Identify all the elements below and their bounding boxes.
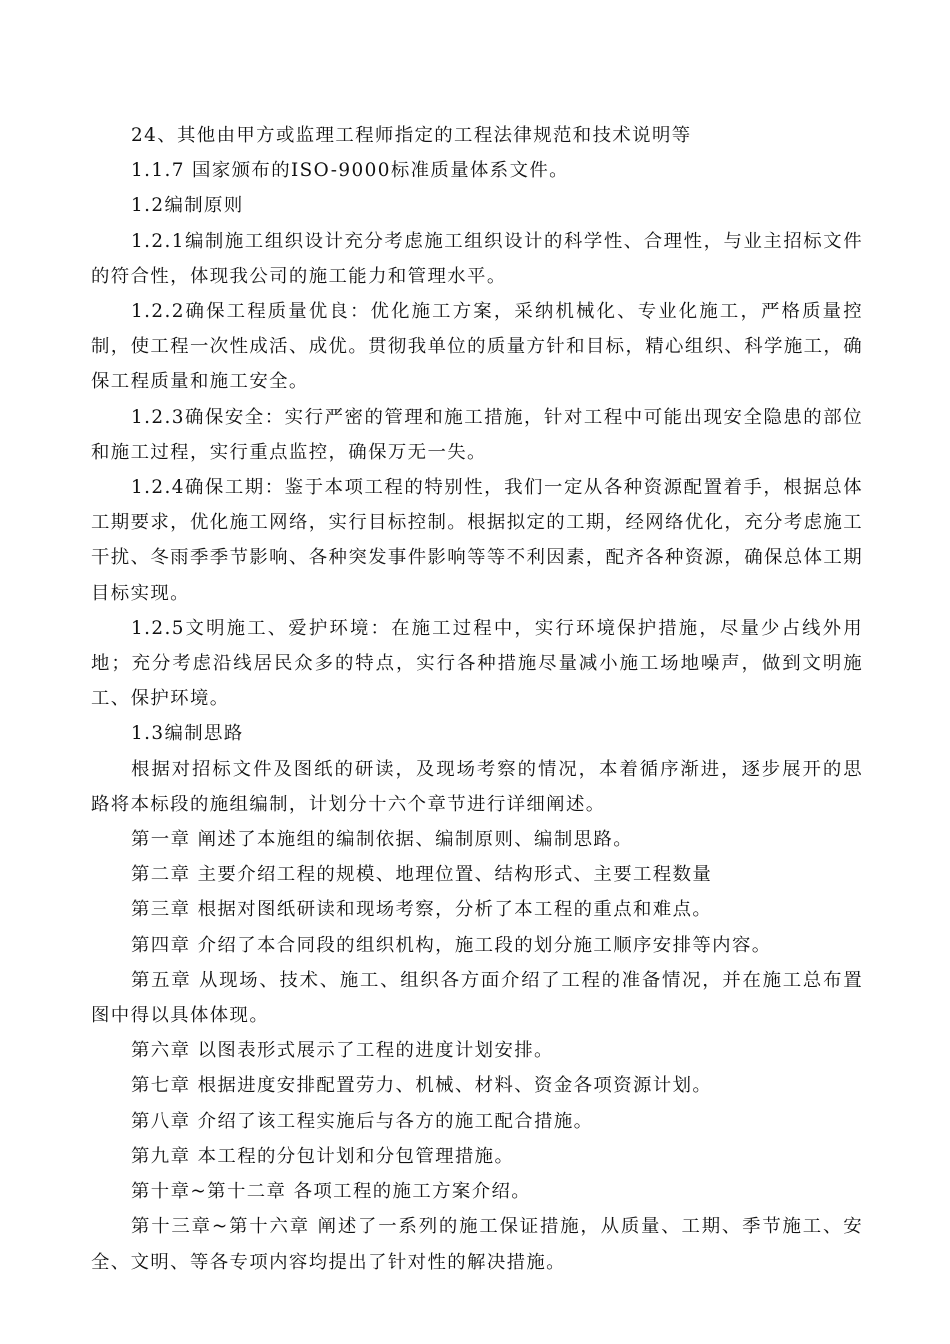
chapter-summary-1: 第一章 阐述了本施组的编制依据、编制原则、编制思路。 [131, 829, 634, 851]
chapter-summary-7: 第七章 根据进度安排配置劳力、机械、材料、资金各项资源计划。 [131, 1075, 713, 1097]
chapter-summary-4: 第四章 介绍了本合同段的组织机构，施工段的划分施工顺序安排等内容。 [131, 934, 772, 956]
heading-compilation-approach: 1.3编制思路 [131, 723, 244, 745]
paragraph-iso9000: 1.1.7 国家颁布的ISO-9000标准质量体系文件。 [131, 160, 569, 182]
paragraph-principle-1-2-1: 1.2.1编制施工组织设计充分考虑施工组织设计的科学性、合理性，与业主招标文件的符合性，体现我公司的施工能力和管理水平。 [91, 230, 863, 287]
chapter-summary-9: 第九章 本工程的分包计划和分包管理措施。 [131, 1145, 515, 1167]
document-body [91, 118, 863, 1280]
chapter-summary-3: 第三章 根据对图纸研读和现场考察，分析了本工程的重点和难点。 [131, 899, 713, 921]
paragraph-other-specifications: 24、其他由甲方或监理工程师指定的工程法律规范和技术说明等 [131, 125, 692, 146]
chapter-summary-13-16: 第十三章~第十六章 阐述了一系列的施工保证措施，从质量、工期、季节施工、安全、文明、等各专项内容均提出了针对性的解决措施。 [91, 1216, 863, 1273]
chapter-summary-8: 第八章 介绍了该工程实施后与各方的施工配合措施。 [131, 1110, 594, 1132]
paragraph-principle-1-2-3: 1.2.3确保安全：实行严密的管理和施工措施，针对工程中可能出现安全隐患的部位和施工过程，实行重点监控，确保万无一失。 [91, 406, 863, 463]
chapter-summary-6: 第六章 以图表形式展示了工程的进度计划安排。 [131, 1040, 554, 1062]
paragraph-approach-intro: 根据对招标文件及图纸的研读，及现场考察的情况，本着循序渐进，逐步展开的思路将本标段的施组编制，计划分十六个章节进行详细阐述。 [91, 758, 863, 815]
chapter-summary-5: 第五章 从现场、技术、施工、组织各方面介绍了工程的准备情况，并在施工总布置图中得以具体体现。 [91, 969, 863, 1027]
heading-compilation-principles: 1.2编制原则 [131, 195, 244, 217]
chapter-summary-10-12: 第十章~第十二章 各项工程的施工方案介绍。 [131, 1181, 532, 1203]
paragraph-principle-1-2-2: 1.2.2确保工程质量优良：优化施工方案，采纳机械化、专业化施工，严格质量控制，使工程一次性成活、成优。贯彻我单位的质量方针和目标，精心组织、科学施工，确保工程质量和施工安全。 [91, 301, 863, 393]
paragraph-principle-1-2-4: 1.2.4确保工期：鉴于本项工程的特别性，我们一定从各种资源配置着手，根据总体工期要求，优化施工网络，实行目标控制。根据拟定的工期，经网络优化，充分考虑施工干扰、冬雨季季节影响、各种突发事件影响等等不利因素，配齐各种资源，确保总体工期目标实现。 [91, 477, 863, 604]
paragraph-principle-1-2-5: 1.2.5文明施工、爱护环境：在施工过程中，实行环境保护措施，尽量少占线外用地；充分考虑沿线居民众多的特点，实行各种措施尽量减小施工场地噪声，做到文明施工、保护环境。 [91, 617, 863, 710]
chapter-summary-2: 第二章 主要介绍工程的规模、地理位置、结构形式、主要工程数量 [131, 864, 713, 886]
